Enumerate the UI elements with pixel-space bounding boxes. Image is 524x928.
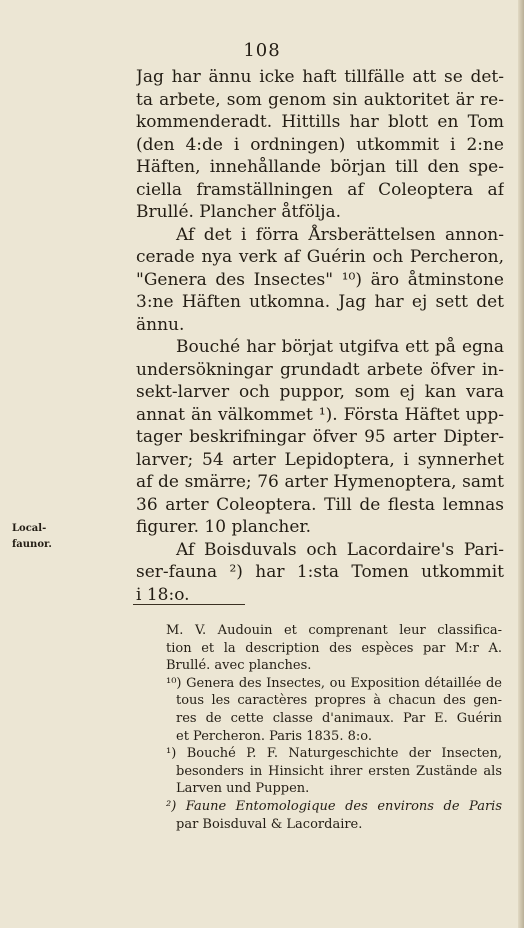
body-line: af de smärre; 76 arter Hymenoptera, samt <box>136 472 504 492</box>
body-line: 36 arter Coleoptera. Till de flesta lemnas <box>136 494 504 515</box>
footnote-rule <box>133 604 245 605</box>
body-line: Brullé. Plancher åtfölja. <box>136 202 342 222</box>
body-line: annat än välkommet ¹). Första Häftet upp- <box>136 404 504 425</box>
footnote-line: Larven und Puppen. <box>176 781 310 797</box>
footnotes <box>166 622 502 833</box>
body-line: 3:ne Häften utkomna. Jag har ej sett det <box>136 292 504 312</box>
page-number: 108 <box>243 40 281 61</box>
body-line: Bouché har börjat utgifva ett på egna <box>176 337 504 357</box>
footnote-line: et Percheron. Paris 1835. 8:o. <box>176 728 372 744</box>
body-line: ta arbete, som genom sin auktoritet är re- <box>136 89 504 110</box>
footnote-line: par Boisduval & Lacordaire. <box>176 816 363 832</box>
footnote-line: Brullé. avec planches. <box>166 658 312 674</box>
footnote-line: tion et la description des espèces par M:r A. <box>166 640 502 656</box>
footnote-line: besonders in Hinsicht ihrer ersten Zustände als <box>176 763 502 779</box>
body-line: kommenderadt. Hittills har blott en Tom <box>136 112 504 132</box>
body-line: larver; 54 arter Lepidoptera, i synnerhet <box>136 449 504 470</box>
footnote-line: ¹) Bouché P. F. Naturgeschichte der Insecten, <box>166 746 502 762</box>
footnote-line: ¹⁰) Genera des Insectes, ou Exposition détaillée de <box>166 675 502 691</box>
body-line: tager beskrifningar öfver 95 arter Dipter- <box>136 427 504 447</box>
body-line: cerade nya verk af Guérin och Percheron, <box>136 247 504 267</box>
body-line: i 18:o. <box>136 584 190 605</box>
page-edge <box>518 0 524 928</box>
body-line: figurer. 10 plancher. <box>136 517 312 537</box>
body-line: "Genera des Insectes" ¹⁰) äro åtminstone <box>136 269 504 290</box>
footnote-line: M. V. Audouin et comprenant leur classifica- <box>166 623 502 638</box>
footnote-line: tous les caractères propres à chacun des gen- <box>176 693 502 709</box>
body-line: ännu. <box>136 314 185 335</box>
body-line: Af det i förra Årsberättelsen annon- <box>176 224 504 245</box>
body-line: undersökningar grundadt arbete öfver in- <box>136 359 504 380</box>
footnote-line: ²) Faune Entomologique des environs de Paris <box>166 798 502 814</box>
body-line: ciella framställningen af Coleoptera af <box>136 179 504 200</box>
body-line: Häften, innehållande början till den spe- <box>136 157 504 177</box>
body-line: sekt-larver och puppor, som ej kan vara <box>136 382 504 402</box>
footnote-line: res de cette classe d'animaux. Par E. Guérin <box>176 710 502 726</box>
body-line: Af Boisduvals och Lacordaire's Pari- <box>176 539 504 560</box>
body-line: ser-fauna ²) har 1:sta Tomen utkommit <box>136 562 504 582</box>
body-line: (den 4:de i ordningen) utkommit i 2:ne <box>136 134 504 155</box>
margin-note-line-2: faunor. <box>12 539 52 550</box>
margin-note-line-1: Local- <box>12 523 47 534</box>
body-text <box>136 66 504 606</box>
body-line: Jag har ännu icke haft tillfälle att se det- <box>136 67 504 87</box>
